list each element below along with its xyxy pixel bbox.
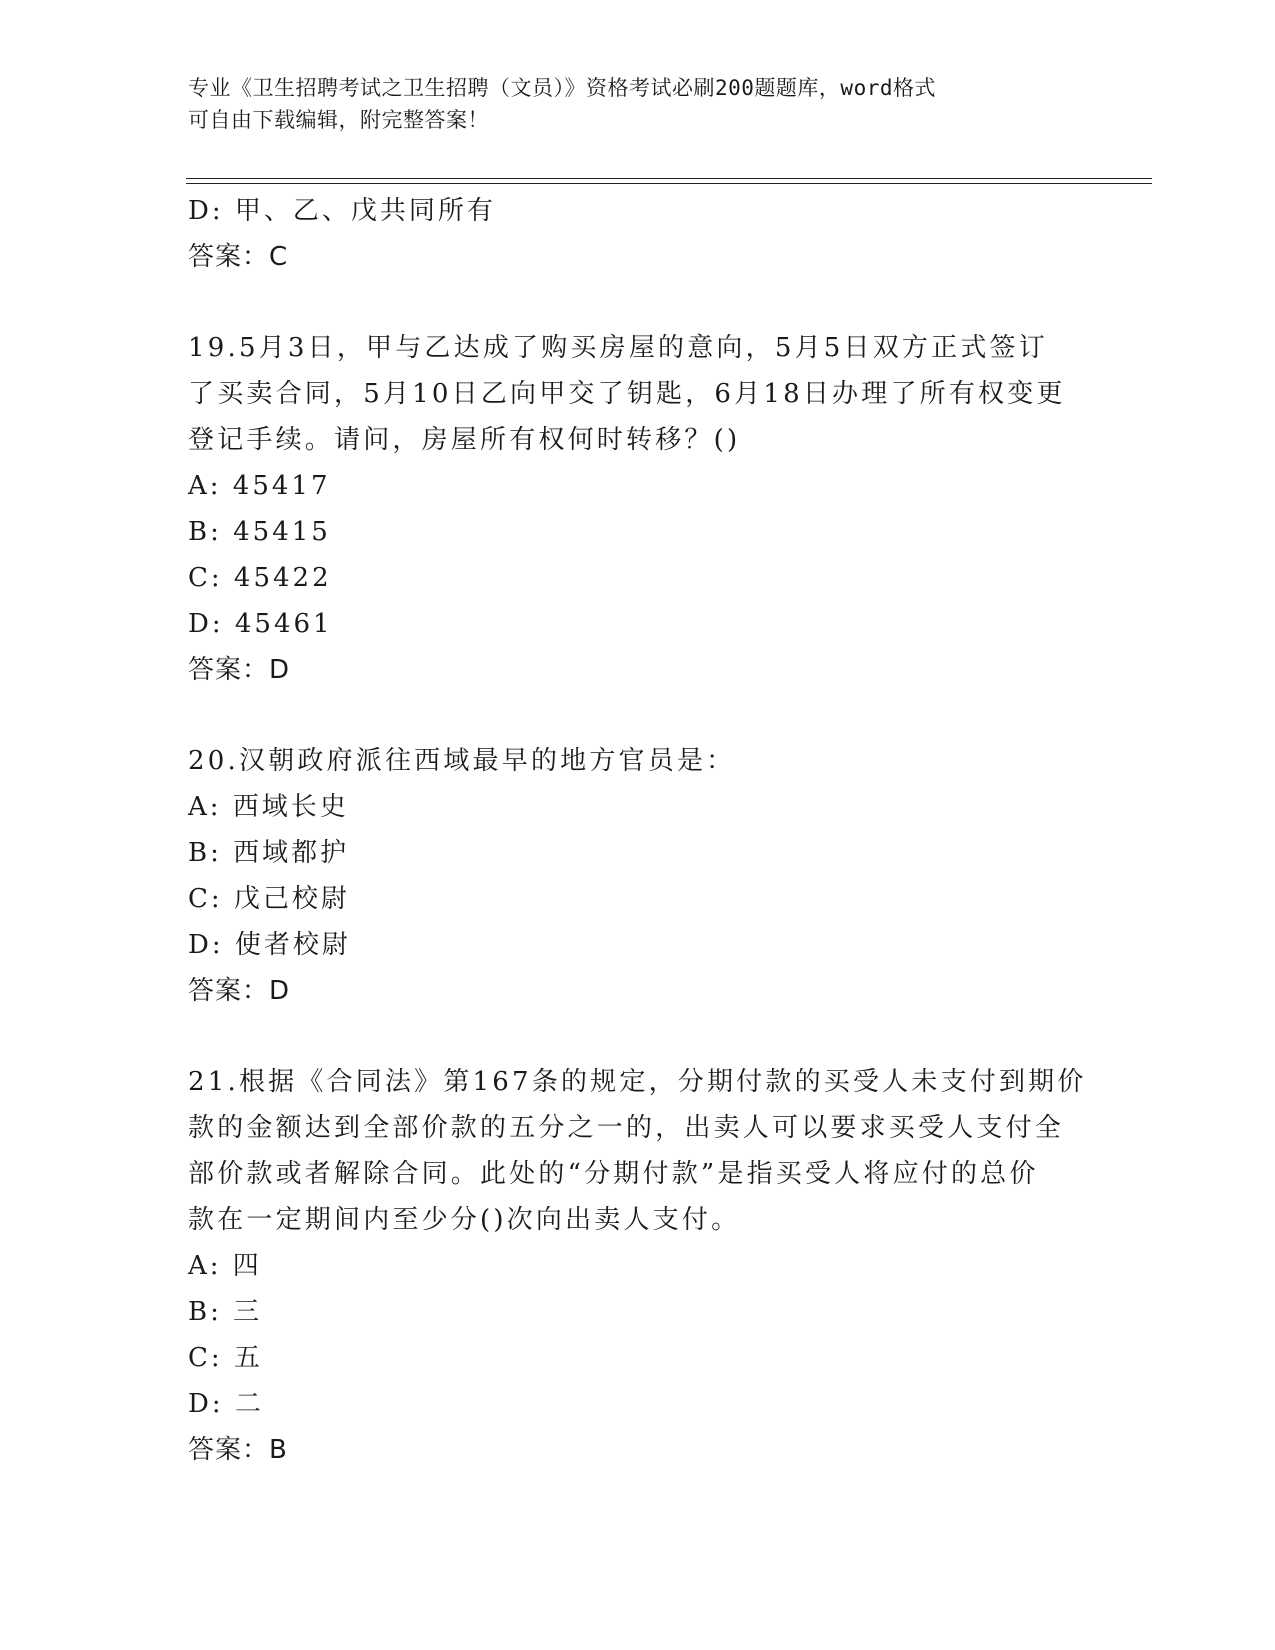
question-19 [188,325,1088,693]
option-a: A: 四 [188,1251,262,1281]
question-text-line: 20.汉朝政府派往西域最早的地方官员是： [188,746,736,776]
answer-line: 答案：C [188,242,289,272]
option-c: C: 戊己校尉 [188,884,350,914]
question-text-line: 款在一定期间内至少分()次向出卖人支付。 [188,1205,741,1235]
option-b: B: 西域都护 [188,838,350,868]
answer-line: 答案：D [188,976,291,1006]
option-c: C: 45422 [188,563,332,593]
option-b: B: 45415 [188,517,331,547]
option-d: D: 二 [188,1389,264,1419]
header-title-line-1: 专业《卫生招聘考试之卫生招聘（文员）》资格考试必刷200题题库，word格式 [188,76,936,100]
header-divider-bottom [186,183,1152,184]
answer-line: 答案：B [188,1435,288,1465]
previous-question-tail [188,188,1088,280]
question-text-line: 登记手续。请问，房屋所有权何时转移？() [188,425,741,455]
question-21 [188,1059,1088,1473]
option-a: A: 西域长史 [188,792,349,822]
question-text-line: 部价款或者解除合同。此处的“分期付款”是指买受人将应付的总价 [188,1159,1039,1189]
question-text-line: 21.根据《合同法》第167条的规定，分期付款的买受人未支付到期价 [188,1067,1087,1097]
question-20 [188,738,1088,1014]
option-d: D: 使者校尉 [188,930,351,960]
question-text-line: 19.5月3日，甲与乙达成了购买房屋的意向，5月5日双方正式签订 [188,333,1048,363]
document-header [188,72,1068,136]
question-text-line: 款的金额达到全部价款的五分之一的，出卖人可以要求买受人支付全 [188,1113,1065,1143]
question-text-line: 了买卖合同，5月10日乙向甲交了钥匙，6月18日办理了所有权变更 [188,379,1066,409]
option-b: B: 三 [188,1297,263,1327]
header-divider-top [186,178,1152,179]
option-d: D: 甲、乙、戊共同所有 [188,196,496,226]
answer-line: 答案：D [188,655,291,685]
option-a: A: 45417 [188,471,331,501]
option-d: D: 45461 [188,609,333,639]
header-title-line-2: 可自由下载编辑，附完整答案！ [188,108,489,132]
option-c: C: 五 [188,1343,263,1373]
question-list [188,188,1088,1473]
